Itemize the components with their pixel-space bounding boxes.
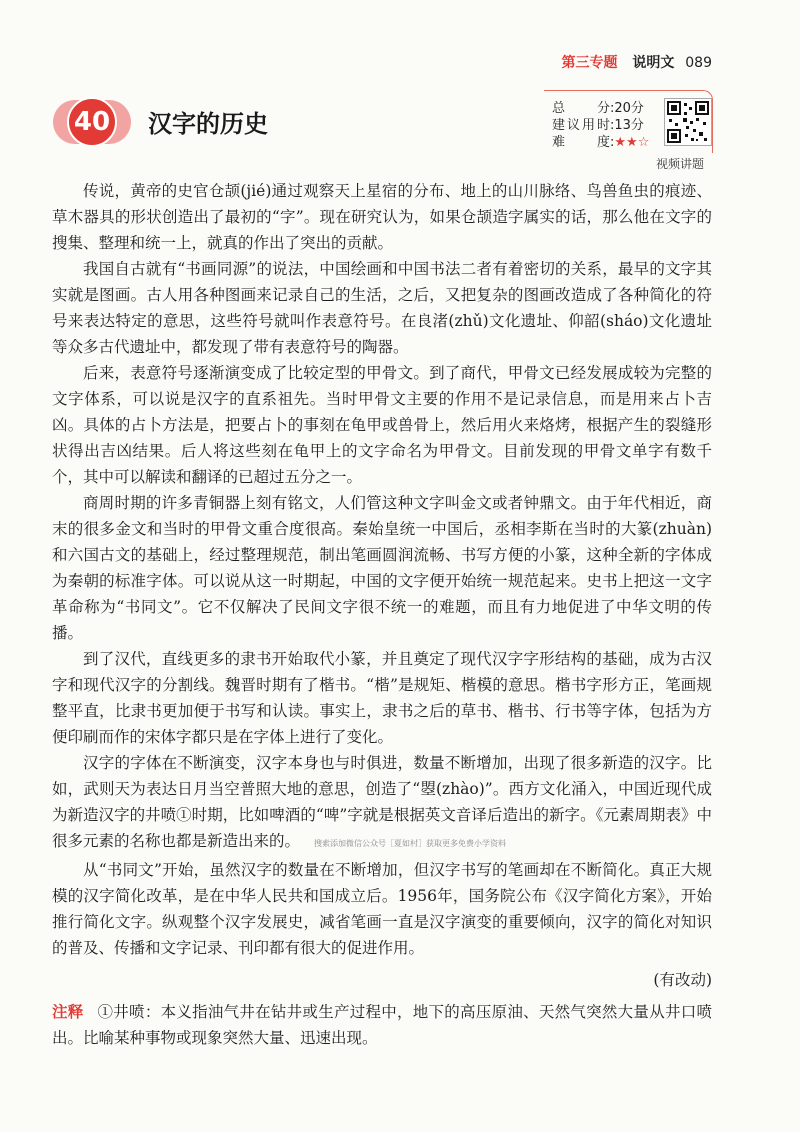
source-note: (有改动) xyxy=(653,971,712,989)
lesson-number: 40 xyxy=(73,107,111,137)
difficulty-row: 难度:★★☆ xyxy=(552,131,649,150)
video-label: 视频讲题 xyxy=(656,157,705,171)
paragraph-6 xyxy=(52,750,712,857)
watermark-text: 搜索添加微信公众号［夏如村］获取更多免费小学资料 xyxy=(314,839,507,848)
page-header xyxy=(562,52,712,72)
category-label: 说明文 xyxy=(632,55,675,71)
paragraph-6-text: 汉字的字体在不断演变，汉字本身也与时俱进，数量不断增加，出现了很多新造的汉字。比如，武则天为表达日月当空普照大地的意思，创造了“曌(zhào)”。西方文化涌入，中国近现代成为新造汉字的井喷①时期，比如啤酒的“啤”字就是根据英文音译后造出的新字。《元素周期表》中很多元素的名称也都是新造出来的。 xyxy=(52,754,712,850)
paragraph-7: 从“书同文”开始，虽然汉字的数量在不断增加，但汉字书写的笔画却在不断简化。真正大规模的汉字简化改革，是在中华人民共和国成立后。1956年，国务院公布《汉字简化方案》，开始推行简化文字。纵观整个汉字发展史，减省笔画一直是汉字演变的重要倾向，汉字的简化对知识的普及、传播和文字记录、刊印都有很大的促进作用。 xyxy=(52,861,712,957)
annotation-text: ①井喷：本义指油气井在钻井或生产过程中，地下的高压原油、天然气突然大量从井口喷出。比喻某种事物或现象突然大量、迅速出现。 xyxy=(52,1003,712,1047)
topic-label: 第三专题 xyxy=(561,55,618,71)
article-body xyxy=(52,178,712,1051)
annotation-label: 注释 xyxy=(52,1003,84,1021)
paragraph-1: 传说，黄帝的史官仓颉(jié)通过观察天上星宿的分布、地上的山川脉络、鸟兽鱼虫的痕迹、草木器具的形状创造出了最初的“字”。现在研究认为，如果仓颉造字属实的话，那么他在文字的搜集、整理和统一上，就真的作出了突出的贡献。 xyxy=(52,182,712,252)
annotation xyxy=(52,999,712,1051)
difficulty-stars: ★★☆ xyxy=(614,135,650,150)
time-value: 13分 xyxy=(614,118,644,133)
paragraph-5: 到了汉代，直线更多的隶书开始取代小篆，并且奠定了现代汉字字形结构的基础，成为古汉字和现代汉字的分割线。魏晋时期有了楷书。“楷”是规矩、楷模的意思。楷书字形方正，笔画规整平直，比隶书更加便于书写和认读。事实上，隶书之后的草书、楷书、行书等字体，包括为方便印刷而作的宋体字都只是在字体上进行了变化。 xyxy=(52,650,712,746)
qr-code-icon[interactable] xyxy=(664,98,712,146)
score-row: 总分:20分 xyxy=(552,97,644,116)
paragraph-4: 商周时期的许多青铜器上刻有铭文，人们管这种文字叫金文或者钟鼎文。由于年代相近，商末的很多金文和当时的甲骨文重合度很高。秦始皇统一中国后，丞相李斯在当时的大篆(zhuàn)和六国古文的基础上，经过整理规范，制出笔画圆润流畅、书写方便的小篆，这种全新的字体成为秦朝的标准字体。可以说从这一时期起，中国的文字便开始统一规范起来。史书上把这一文字革命称为“书同文”。它不仅解决了民间文字很不统一的难题，而且有力地促进了中华文明的传播。 xyxy=(52,494,712,642)
paragraph-2: 我国自古就有“书画同源”的说法，中国绘画和中国书法二者有着密切的关系，最早的文字其实就是图画。古人用各种图画来记录自己的生活，之后，又把复杂的图画改造成了各种简化的符号来表达特定的意思，这些符号就叫作表意符号。在良渚(zhǔ)文化遗址、仰韶(sháo)文化遗址等众多古代遗址中，都发现了带有表意符号的陶器。 xyxy=(52,260,712,356)
paragraph-3: 后来，表意符号逐渐演变成了比较定型的甲骨文。到了商代，甲骨文已经发展成较为完整的文字体系，可以说是汉字的直系祖先。当时甲骨文主要的作用不是记录信息，而是用来占卜吉凶。具体的占卜方法是，把要占卜的事刻在龟甲或兽骨上，然后用火来烙烤，根据产生的裂缝形状得出吉凶结果。后人将这些刻在龟甲上的文字命名为甲骨文。目前发现的甲骨文单字有数千个，其中可以解读和翻译的已超过五分之一。 xyxy=(52,364,712,486)
score-value: 20分 xyxy=(614,101,644,116)
score-label: 总分 xyxy=(552,101,610,116)
time-label: 建议用时 xyxy=(552,118,610,133)
page-number: 089 xyxy=(685,55,712,71)
time-row: 建议用时:13分 xyxy=(552,114,644,133)
difficulty-label: 难度 xyxy=(552,135,610,150)
lesson-title: 汉字的历史 xyxy=(148,110,268,138)
lesson-badge xyxy=(53,97,131,147)
